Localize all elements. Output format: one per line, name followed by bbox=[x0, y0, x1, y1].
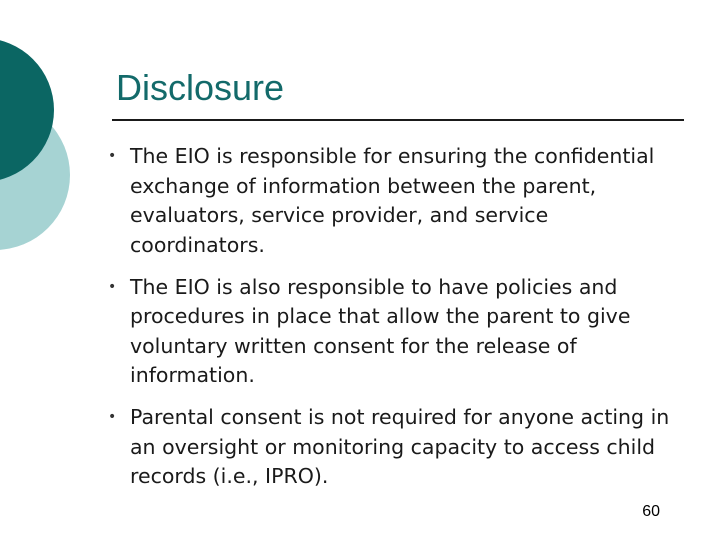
page-number: 60 bbox=[642, 503, 660, 520]
bullet-dot-icon: • bbox=[108, 148, 117, 164]
bullet-text: The EIO is also responsible to have policies and procedures in place that allow the parent to give voluntary written consent for the release of information. bbox=[130, 274, 631, 387]
bullet-list bbox=[104, 142, 684, 492]
title-divider bbox=[112, 119, 684, 121]
bullet-dot-icon: • bbox=[108, 278, 117, 295]
bullet-item bbox=[104, 142, 684, 260]
bullet-dot-icon: • bbox=[108, 409, 117, 425]
slide-title: Disclosure bbox=[116, 67, 285, 108]
bullet-text: Parental consent is not required for anyone acting in an oversight or monitoring capacity to access child records (i.e., IPRO). bbox=[130, 405, 670, 488]
bullet-text: The EIO is responsible for ensuring the confidential exchange of information between the parent, evaluators, service provider, and service coordinators. bbox=[130, 144, 655, 257]
decorative-circles bbox=[0, 0, 80, 290]
bullet-item bbox=[104, 403, 684, 492]
bullet-item bbox=[104, 273, 684, 391]
